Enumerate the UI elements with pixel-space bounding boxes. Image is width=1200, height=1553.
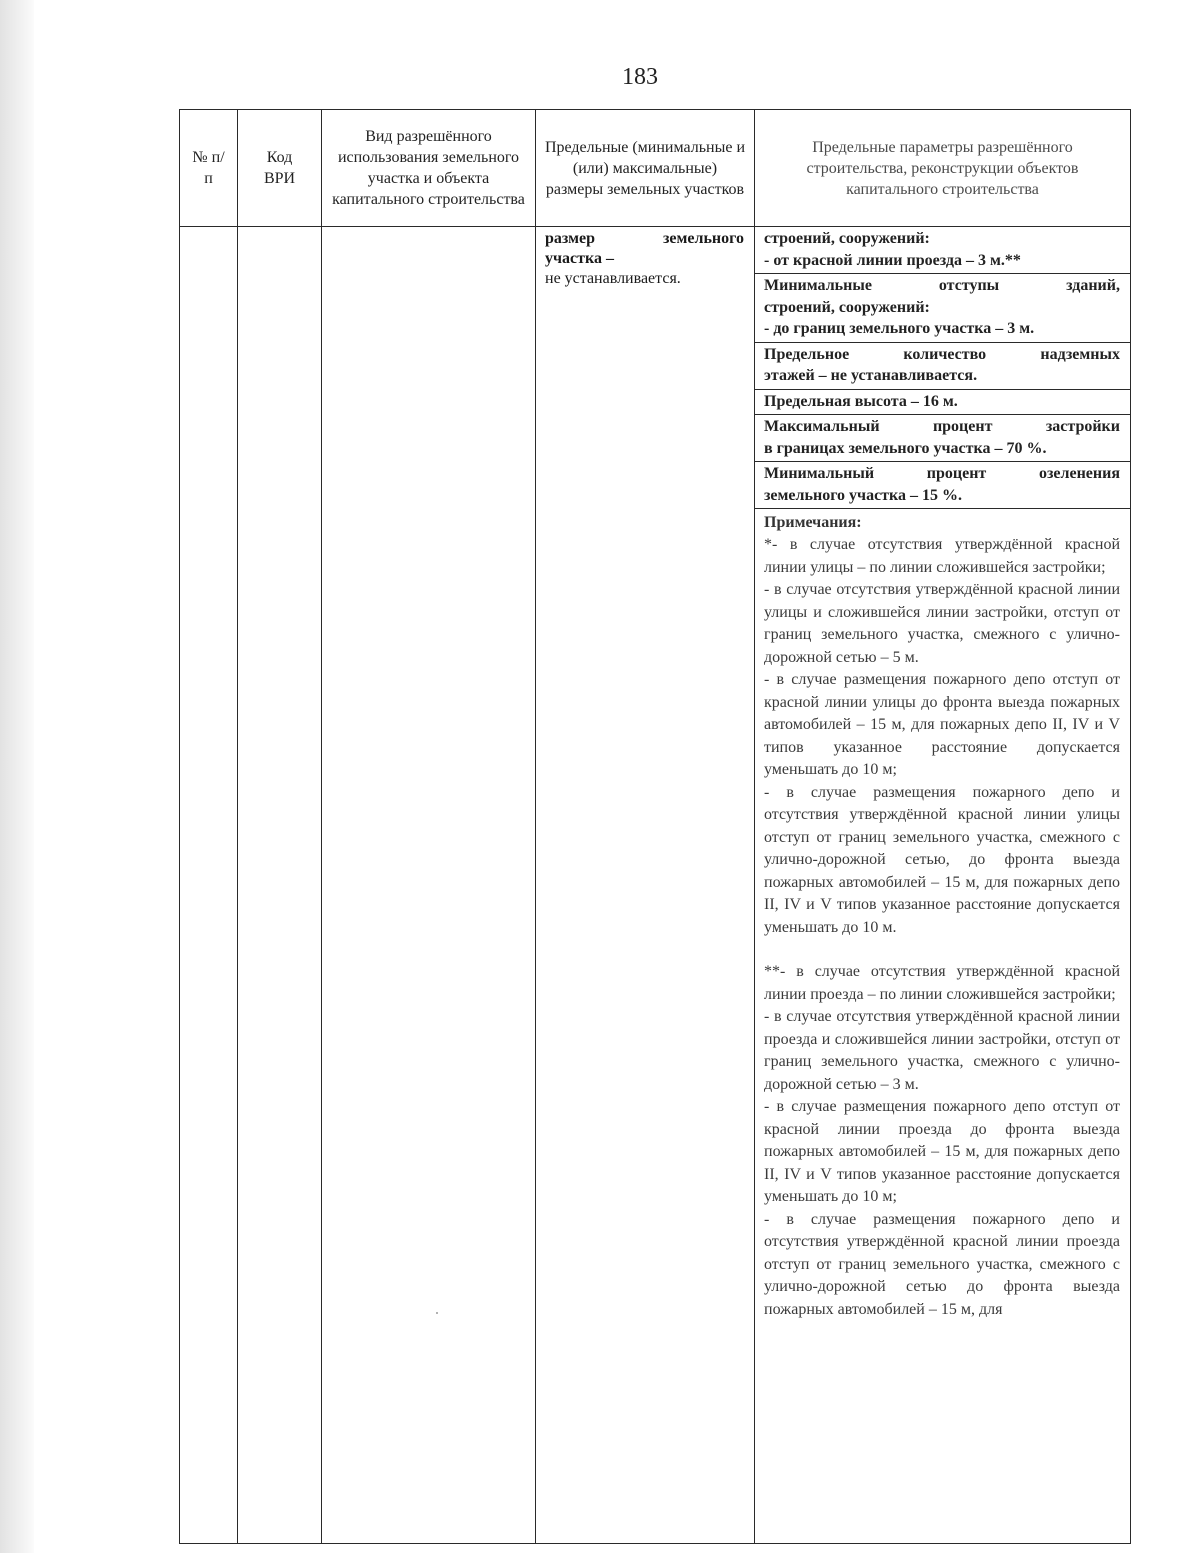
scan-speck	[436, 1312, 438, 1314]
note-paragraph: *- в случае отсутствия утверждённой красной линии улицы – по линии сложившейся застройки;	[764, 536, 1120, 576]
header-construction-params: Предельные параметры разрешённого строительства, реконструкции объектов капитального строительства	[755, 110, 1131, 227]
cell-use-type	[322, 227, 536, 1544]
param-min-greenery: Минимальный процент озеленения земельного участка – 15 %.	[755, 462, 1130, 509]
page-number: 183	[622, 64, 658, 90]
table-header-row	[180, 110, 1131, 227]
table-row	[180, 227, 1131, 1544]
cell-number	[180, 227, 238, 1544]
note-paragraph: - в случае отсутствия утверждённой красной линии улицы и сложившейся линии застройки, отступ от границ земельного участка, смежного с улично-дорожной сетью – 5 м.	[764, 581, 1120, 666]
notes-block	[755, 509, 1130, 1321]
note-paragraph: - в случае размещения пожарного депо и отсутствия утверждённой красной линии проезда отступ от границ земельного участка, смежного с улично-дорожной сетью до фронта выезда пожарных автомобилей – 15 м, для	[764, 1210, 1120, 1318]
cell-plot-sizes	[536, 227, 755, 1544]
plot-size-line-2: участка –	[545, 250, 614, 267]
notes-spacer	[764, 939, 1120, 961]
cell-construction-params	[755, 227, 1131, 1544]
header-number: № п/п	[180, 110, 238, 227]
header-use-type: Вид разрешённого использования земельного участка и объекта капитального строительства	[322, 110, 536, 227]
plot-size-line-1: размер земельного	[545, 230, 744, 247]
note-paragraph: - в случае отсутствия утверждённой красной линии проезда и сложившейся линии застройки, отступ от границ земельного участка, смежного с улично-дорожной сетью – 3 м.	[764, 1008, 1120, 1093]
scan-edge-shadow	[0, 0, 34, 1553]
header-code: Код ВРИ	[238, 110, 322, 227]
cell-code	[238, 227, 322, 1544]
note-paragraph: - в случае размещения пожарного депо отступ от красной линии проезда до фронта выезда пожарных автомобилей – 15 м, для пожарных депо II, IV и V типов указанное расстояние допускается уменьшать до 10 м;	[764, 1098, 1120, 1205]
param-setback-plot-border: Минимальные отступы зданий, строений, сооружений: - до границ земельного участка – 3 м.	[755, 274, 1130, 343]
note-paragraph: - в случае размещения пожарного депо и отсутствия утверждённой красной линии улицы отступ от границ земельного участка, смежного с улично-дорожной сетью, до фронта выезда пожарных автомобилей – 15 м, для пожарных депо II, IV и V типов указанное расстояние допускается уменьшать до 10 м.	[764, 783, 1120, 936]
param-max-coverage: Максимальный процент застройки в границах земельного участка – 70 %.	[755, 415, 1130, 462]
plot-size-line-3: не устанавливается.	[545, 270, 681, 287]
notes-title: Примечания:	[764, 514, 862, 531]
param-setback-red-line: строений, сооружений: - от красной линии проезда – 3 м.**	[755, 227, 1130, 274]
header-plot-sizes: Предельные (минимальные и (или) максимальные) размеры земельных участков	[536, 110, 755, 227]
param-max-height: Предельная высота – 16 м.	[755, 390, 1130, 416]
param-floors-count: Предельное количество надземных этажей – не устанавливается.	[755, 343, 1130, 390]
note-paragraph: **- в случае отсутствия утверждённой красной линии проезда – по линии сложившейся застройки;	[764, 963, 1120, 1003]
note-paragraph: - в случае размещения пожарного депо отступ от красной линии улицы до фронта выезда пожарных автомобилей – 15 м, для пожарных депо II, IV и V типов указанное расстояние допускается уменьшать до 10 м;	[764, 671, 1120, 778]
regulations-table	[179, 109, 1131, 1544]
